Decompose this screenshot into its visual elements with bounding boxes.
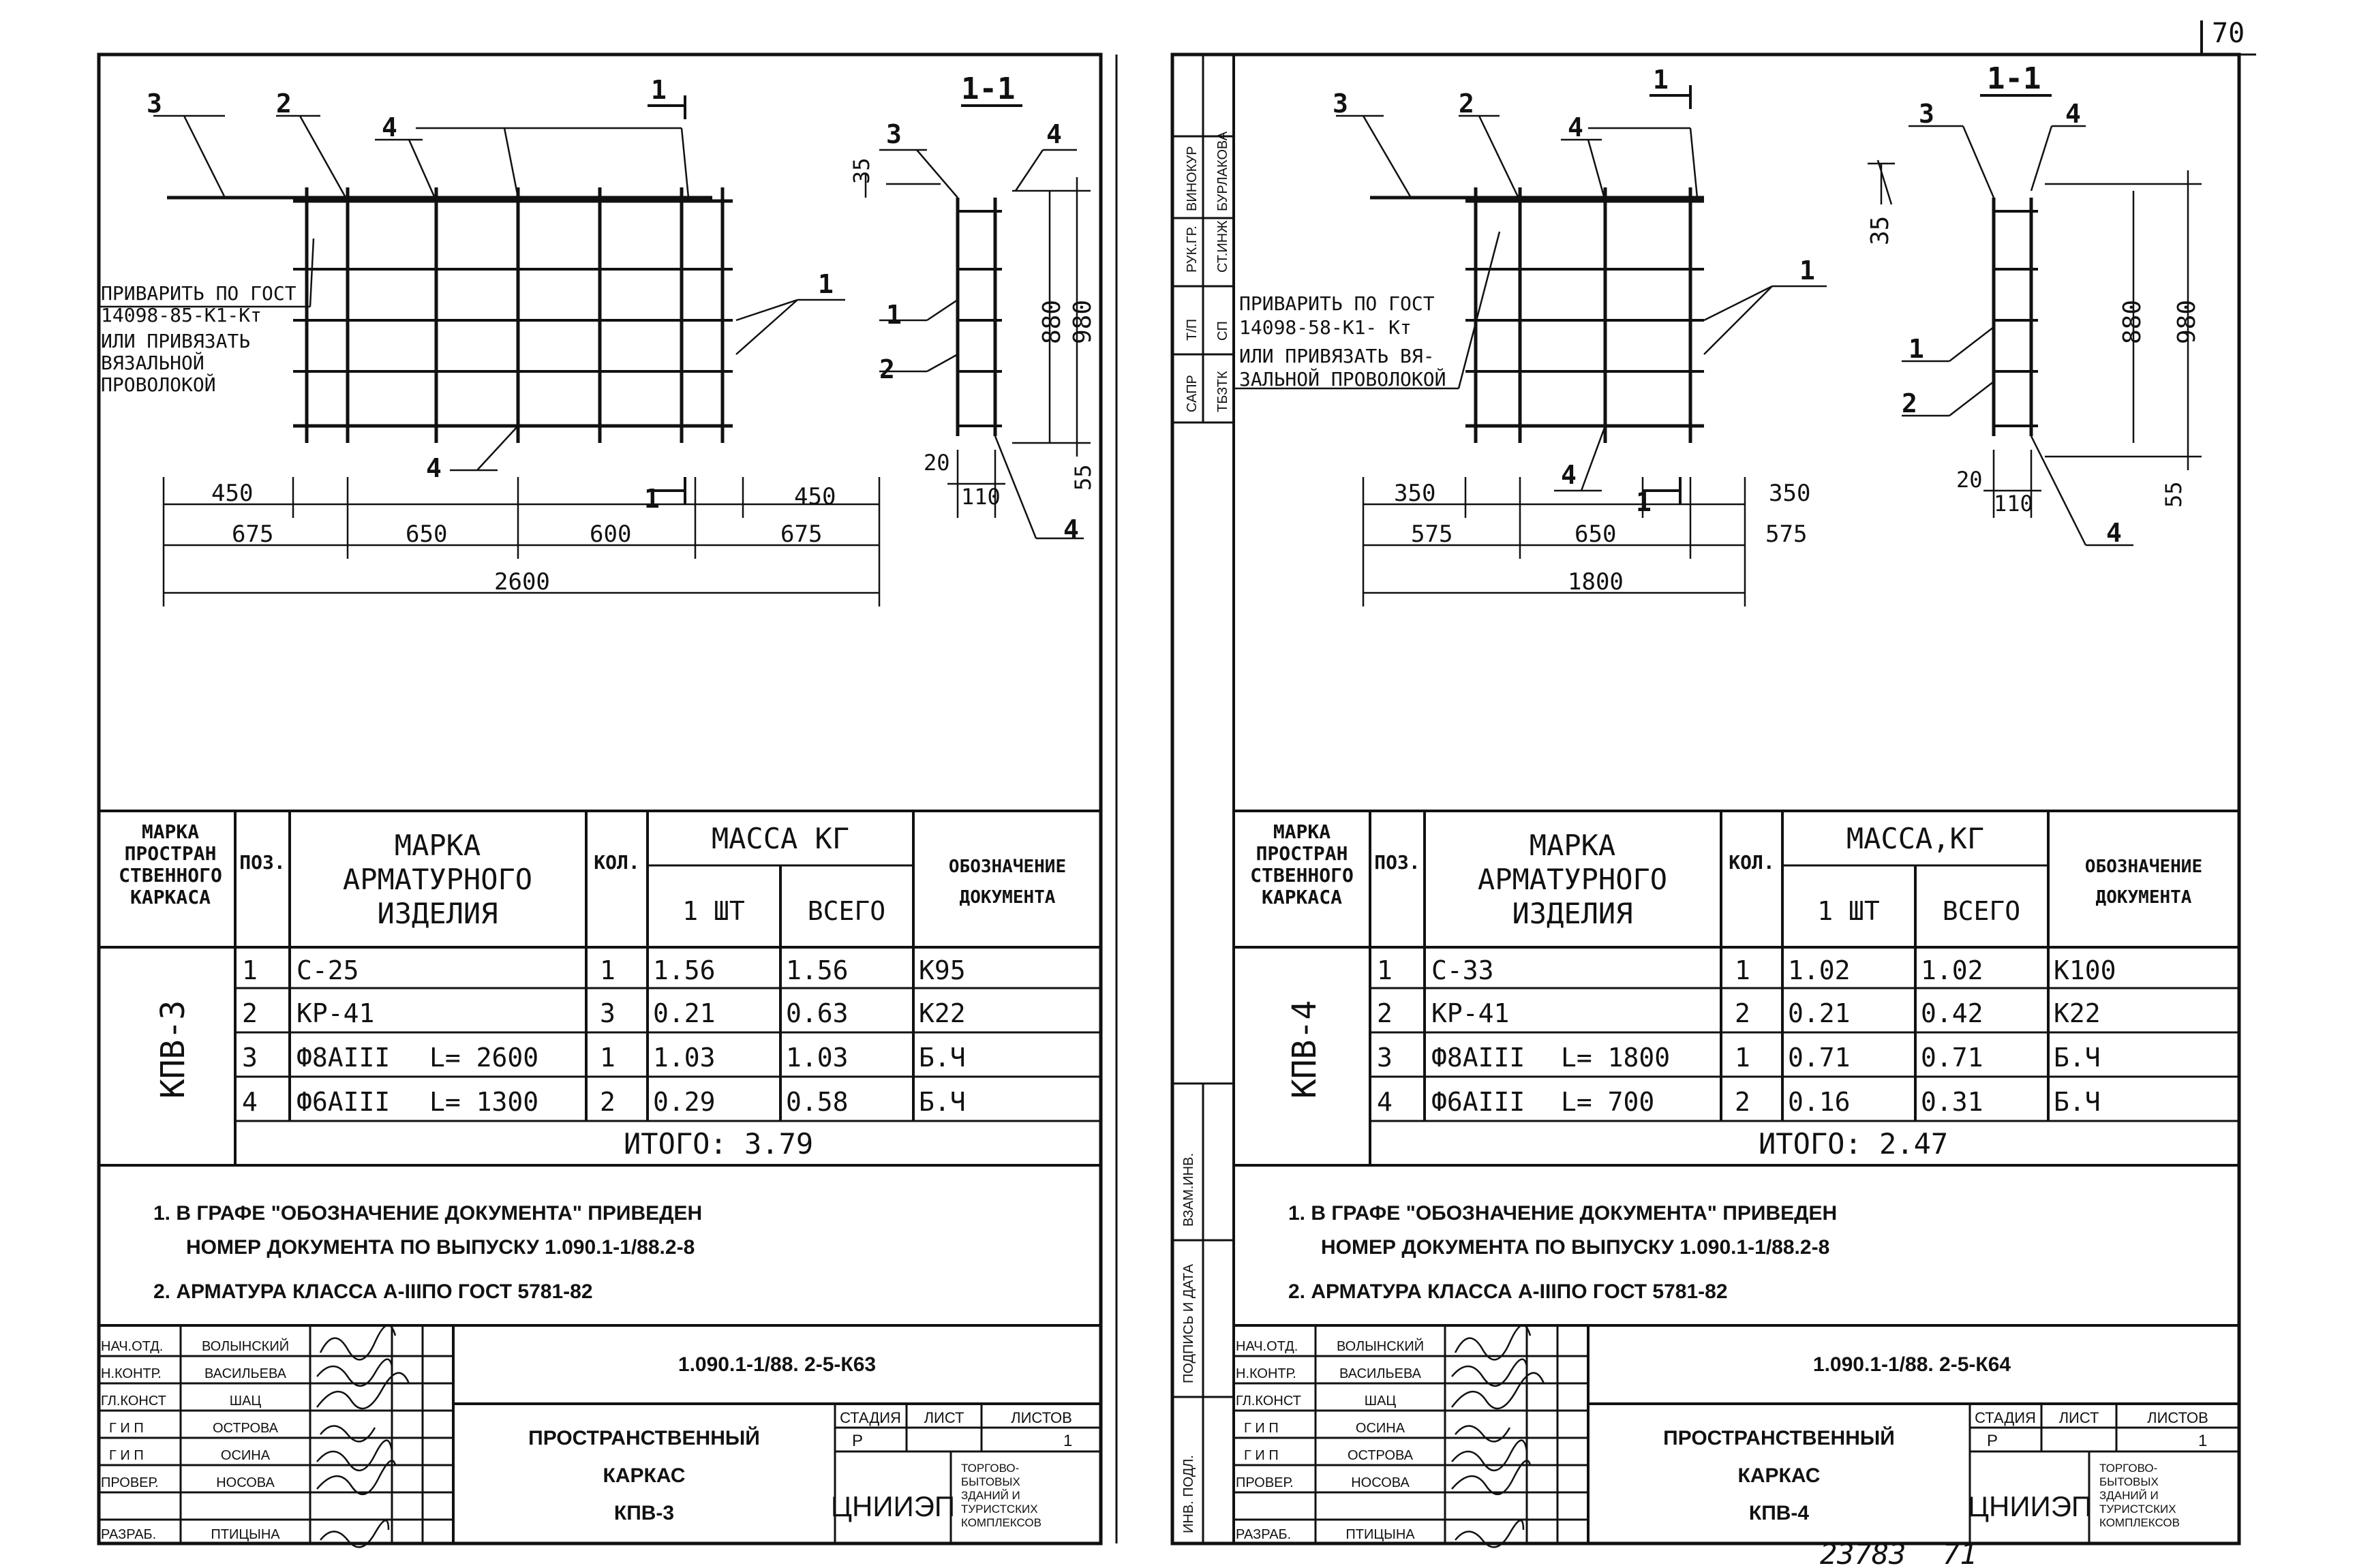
left-pos-4-top: 4 [382,112,397,142]
table-row-qty: 3 [600,998,615,1028]
right-th-item-3: ИЗДЕЛИЯ [1512,897,1633,930]
table-row-doc: К95 [919,955,966,985]
stamp-name: ПТИЦЫНА [211,1527,280,1542]
left-section-title: 1-1 [961,72,1016,106]
left-doc-code: 1.090.1-1/88. 2-5-К63 [678,1353,877,1376]
page-corner-number: 70 [2212,18,2245,49]
left-dim-650: 650 [406,521,448,548]
right-dim-880: 880 [2118,299,2146,344]
right-texts [1181,61,2208,1568]
left-th-pos: ПОЗ. [239,851,286,874]
right-th-mark-1: МАРКА [1273,820,1331,843]
right-table-rows [1377,955,2116,1117]
table-row-item: Ф6АIII [1431,1087,1525,1117]
stamp-name: ВАСИЛЬЕВА [204,1366,286,1381]
right-title-2: КАРКАС [1737,1464,1821,1487]
right-pos-4-top: 4 [1568,112,1583,142]
table-row-one: 0.16 [1788,1087,1851,1117]
table-row-all: 1.02 [1921,955,1983,985]
left-title-1: ПРОСТРАНСТВЕННЫЙ [528,1427,760,1449]
right-th-item-1: МАРКА [1529,829,1616,862]
table-row-item: С-25 [296,955,359,985]
stamp-role: ПРОВЕР. [1236,1475,1294,1490]
left-org-sub: ЗДАНИЙ И [961,1489,1020,1502]
right-org-sub: БЫТОВЫХ [2099,1475,2159,1488]
side-cell: Т/П [1185,318,1200,341]
right-pos-1: 1 [1799,256,1815,286]
left-sec-pos-2: 2 [879,354,895,384]
side-cell: ТБЗТК [1215,371,1230,412]
side-cell: БУРЛАКОВА [1215,131,1230,211]
right-th-pos: ПОЗ. [1374,851,1420,874]
left-stage: Р [852,1432,864,1450]
left-table-rows [242,955,966,1117]
right-weld-note-3: ИЛИ ПРИВЯЗАТЬ ВЯ- [1239,345,1435,367]
left-cut-top: 1 [651,75,667,105]
left-note-2: 2. АРМАТУРА КЛАССА А-IIIПО ГОСТ 5781-82 [153,1280,593,1303]
left-dim-110: 110 [961,484,1001,510]
table-row-one: 0.21 [653,998,716,1028]
left-dim-35: 35 [849,157,875,184]
right-note-2: 2. АРМАТУРА КЛАССА А-IIIПО ГОСТ 5781-82 [1288,1280,1728,1303]
right-org-sub: КОМПЛЕКСОВ [2099,1516,2180,1529]
right-pos-3: 3 [1333,89,1348,119]
left-dim-450b: 450 [794,483,836,510]
right-th-mark-4: КАРКАСА [1261,886,1343,908]
table-row-qty: 2 [600,1087,615,1117]
table-row-all: 0.58 [786,1087,849,1117]
table-row-qty: 1 [600,1043,615,1073]
left-table-total: ИТОГО: 3.79 [624,1127,814,1160]
table-row-pos: 2 [242,998,258,1028]
stamp-role: Г И П [109,1421,144,1436]
table-row-one: 1.03 [653,1043,716,1073]
left-sheet [99,55,1116,1547]
left-sec-pos-3: 3 [886,119,902,149]
left-th-item-1: МАРКА [394,829,481,862]
right-dim-110: 110 [1994,491,2033,517]
left-th-mark-2: ПРОСТРАН [124,842,217,865]
left-th-item-3: ИЗДЕЛИЯ [377,897,498,930]
bottom-number-right: 71 [1943,1537,1977,1568]
right-th-mark-2: ПРОСТРАН [1256,842,1348,865]
right-th-all: ВСЕГО [1942,896,2021,926]
side-cell: ВИНОКУР [1185,146,1200,211]
left-th-item-2: АРМАТУРНОГО [342,863,533,896]
stamp-role: НАЧ.ОТД. [1236,1339,1298,1354]
stamp-name: ШАЦ [1364,1394,1397,1409]
left-th-qty: КОЛ. [594,851,640,874]
right-th-mark-3: СТВЕННОГО [1250,864,1354,887]
table-row-qty: 2 [1735,1087,1750,1117]
right-section-title: 1-1 [1987,61,2041,96]
side-bind-cell: ВЗАМ.ИНВ. [1181,1152,1196,1227]
stamp-name: ОСТРОВА [1347,1448,1414,1463]
right-cut-top: 1 [1653,65,1669,95]
bottom-number-left: 23783 [1820,1537,1906,1568]
table-row-item: Ф6АIII [296,1087,391,1117]
stamp-role: Н.КОНТР. [1236,1366,1296,1381]
left-org-sub: ТОРГОВО- [961,1462,1020,1475]
side-bind-cell: ИНВ. ПОДЛ. [1181,1455,1196,1533]
table-row-all: 0.42 [1921,998,1983,1028]
right-frame-plan [1370,187,1704,443]
right-note-1b: НОМЕР ДОКУМЕНТА ПО ВЫПУСКУ 1.090.1-1/88.2-8 [1321,1236,1830,1259]
stamp-role: Г И П [1244,1421,1279,1436]
right-weld-note-4: ЗАЛЬНОЙ ПРОВОЛОКОЙ [1239,368,1446,390]
stamp-name: ВОЛЫНСКИЙ [1336,1339,1425,1354]
right-signatures [1452,1325,1544,1548]
stamp-role: НАЧ.ОТД. [101,1339,164,1354]
table-row-one: 0.29 [653,1087,716,1117]
table-row-all: 1.56 [786,955,849,985]
table-row-pos: 1 [242,955,258,985]
left-cut-bottom: 1 [644,484,660,514]
stamp-role: ПРОВЕР. [101,1475,159,1490]
side-cell: СТ.ИНЖ. [1215,216,1230,273]
left-pos-1: 1 [818,269,834,299]
left-weld-note-3: ИЛИ ПРИВЯЗАТЬ [101,330,251,352]
stamp-role: Г И П [109,1448,144,1463]
right-sheet-h: ЛИСТ [2058,1409,2099,1426]
right-dim-20: 20 [1956,467,1983,493]
left-pos-3: 3 [147,89,162,119]
stamp-role: РАЗРАБ. [101,1527,157,1542]
side-cell: РУК.ГР. [1185,226,1200,273]
table-row-qty: 1 [600,955,615,985]
left-dim-20: 20 [924,450,950,476]
left-th-all: ВСЕГО [807,896,886,926]
stamp-name: ПТИЦЫНА [1345,1527,1415,1542]
table-row-doc: К100 [2054,955,2116,985]
table-row-pos: 1 [1377,955,1393,985]
table-row-doc: Б.Ч [919,1087,966,1117]
right-org-sub: ТОРГОВО- [2099,1462,2158,1475]
table-row-pos: 4 [1377,1087,1393,1117]
right-weld-note-1: ПРИВАРИТЬ ПО ГОСТ [1239,292,1435,315]
table-row-doc: К22 [2054,998,2101,1028]
left-weld-note-5: ПРОВОЛОКОЙ [101,373,216,396]
side-cell: САПР [1185,375,1200,412]
stamp-role: Н.КОНТР. [101,1366,162,1381]
left-th-mark-3: СТВЕННОГО [119,864,222,887]
table-row-item: Ф8АIII [296,1043,391,1073]
table-row-one: 1.02 [1788,955,1851,985]
stamp-name: ОСИНА [1355,1421,1405,1436]
left-pos-2: 2 [276,89,292,119]
left-note-1b: НОМЕР ДОКУМЕНТА ПО ВЫПУСКУ 1.090.1-1/88.2-8 [186,1236,695,1259]
left-table-mark: КПВ-3 [154,1000,192,1099]
table-row-all: 0.31 [1921,1087,1983,1117]
left-dim-880: 880 [1038,299,1066,344]
left-note-1: 1. В ГРАФЕ "ОБОЗНАЧЕНИЕ ДОКУМЕНТА" ПРИВЕДЕН [153,1202,703,1225]
right-stage-h: СТАДИЯ [1975,1409,2036,1426]
left-th-doc-1: ОБОЗНАЧЕНИЕ [948,857,1067,877]
left-org: ЦНИИЭП [830,1490,956,1522]
stamp-name: ОСИНА [220,1448,271,1463]
right-sheets: 1 [2198,1432,2208,1450]
right-pos-2: 2 [1459,89,1474,119]
left-sec-pos-1: 1 [886,300,902,330]
table-row-length: L= 1300 [429,1087,539,1117]
table-row-all: 1.03 [786,1043,849,1073]
left-th-mark-4: КАРКАСА [130,886,211,908]
right-table-mark: КПВ-4 [1286,1000,1324,1099]
right-th-doc-1: ОБОЗНАЧЕНИЕ [2084,857,2203,877]
left-dim-55: 55 [1070,464,1096,491]
table-row-pos: 4 [242,1087,258,1117]
left-weld-note-4: ВЯЗАЛЬНОЙ [101,352,204,374]
left-weld-note-2: 14098-85-К1-Кт [101,304,262,326]
left-sheet-h: ЛИСТ [924,1409,964,1426]
right-org: ЦНИИЭП [1967,1490,2093,1522]
left-sec-pos-4: 4 [1046,119,1062,149]
right-sec-pos-1: 1 [1909,334,1924,364]
stamp-role: Г И П [1244,1448,1279,1463]
stamp-role: РАЗРАБ. [1236,1527,1292,1542]
right-th-qty: КОЛ. [1729,851,1775,874]
left-title-2: КАРКАС [603,1464,686,1487]
table-row-length: L= 700 [1561,1087,1655,1117]
right-title-3: КПВ-4 [1748,1502,1810,1524]
table-row-length: L= 1800 [1561,1043,1671,1073]
left-th-mass: МАССА КГ [711,822,850,855]
table-row-pos: 3 [242,1043,258,1073]
left-dim-980: 980 [1069,299,1097,344]
right-section-1-1 [1868,95,2202,545]
table-row-pos: 3 [1377,1043,1393,1073]
left-th-doc-2: ДОКУМЕНТА [959,887,1056,908]
right-sec-pos-4b: 4 [2106,518,2122,548]
left-dim-600: 600 [590,521,632,548]
left-dim-2600: 2600 [494,568,550,596]
stamp-name: ВОЛЫНСКИЙ [201,1339,290,1354]
right-dim-575b: 575 [1765,521,1808,548]
right-org-sub: ЗДАНИЙ И [2099,1489,2159,1502]
right-dim-650: 650 [1575,521,1617,548]
left-sheets: 1 [1063,1432,1073,1450]
left-sec-pos-4b: 4 [1063,514,1079,544]
right-th-doc-2: ДОКУМЕНТА [2095,887,2192,908]
left-weld-note-1: ПРИВАРИТЬ ПО ГОСТ [101,282,296,305]
left-dim-675b: 675 [780,521,823,548]
left-th-mark-1: МАРКА [141,820,200,843]
left-stage-h: СТАДИЯ [840,1409,901,1426]
left-sheets-h: ЛИСТОВ [1011,1409,1072,1426]
right-title-1: ПРОСТРАНСТВЕННЫЙ [1663,1427,1895,1449]
table-row-doc: Б.Ч [2054,1043,2101,1073]
table-row-one: 0.71 [1788,1043,1851,1073]
right-sec-pos-2: 2 [1902,388,1917,418]
right-dim-575a: 575 [1411,521,1453,548]
table-row-doc: Б.Ч [919,1043,966,1073]
stamp-role: ГЛ.КОНСТ [101,1394,166,1409]
stamp-name: НОСОВА [216,1475,275,1490]
table-row-all: 0.63 [786,998,849,1028]
table-row-item: КР-41 [296,998,375,1028]
stamp-name: НОСОВА [1351,1475,1410,1490]
right-stage: Р [1987,1432,1998,1450]
right-table-total: ИТОГО: 2.47 [1759,1127,1949,1160]
right-weld-note-2: 14098-58-К1- Кт [1239,316,1412,339]
right-dim-980: 980 [2173,299,2201,344]
left-signatures [317,1325,409,1548]
table-row-qty: 1 [1735,955,1750,985]
right-dim-350a: 350 [1394,480,1436,507]
table-row-item: С-33 [1431,955,1494,985]
table-row-item: Ф8АIII [1431,1043,1525,1073]
left-org-sub: КОМПЛЕКСОВ [961,1516,1041,1529]
right-cut-bottom: 1 [1636,487,1652,517]
right-dim-55: 55 [2161,481,2187,508]
right-th-mass: МАССА,КГ [1846,822,1985,855]
left-title-3: КПВ-3 [613,1502,675,1524]
left-th-one: 1 ШТ [682,896,745,926]
table-row-doc: К22 [919,998,966,1028]
left-org-sub: ТУРИСТСКИХ [961,1503,1038,1516]
right-sheet [1172,20,2256,1547]
table-row-qty: 2 [1735,998,1750,1028]
right-sec-pos-4: 4 [2065,99,2081,129]
stamp-name: ВАСИЛЬЕВА [1339,1366,1421,1381]
right-sheets-h: ЛИСТОВ [2147,1409,2208,1426]
right-pos-4-bottom: 4 [1561,460,1577,490]
stamp-name: ОСТРОВА [212,1421,279,1436]
right-sec-pos-3: 3 [1919,99,1934,129]
stamp-name: ШАЦ [229,1394,262,1409]
side-bind-cell: ПОДПИСЬ И ДАТА [1181,1263,1196,1383]
table-row-item: КР-41 [1431,998,1510,1028]
table-row-length: L= 2600 [429,1043,539,1073]
right-note-1: 1. В ГРАФЕ "ОБОЗНАЧЕНИЕ ДОКУМЕНТА" ПРИВЕДЕН [1288,1202,1838,1225]
left-dim-675a: 675 [232,521,274,548]
right-doc-code: 1.090.1-1/88. 2-5-К64 [1812,1353,2011,1376]
right-dim-1800: 1800 [1568,568,1624,596]
table-row-all: 0.71 [1921,1043,1983,1073]
right-dim-35: 35 [1866,215,1894,245]
right-th-item-2: АРМАТУРНОГО [1477,863,1668,896]
table-row-doc: Б.Ч [2054,1087,2101,1117]
side-cell: СП [1215,321,1230,341]
right-dim-350b: 350 [1769,480,1811,507]
table-row-qty: 1 [1735,1043,1750,1073]
right-th-one: 1 ШТ [1817,896,1880,926]
table-row-one: 1.56 [653,955,716,985]
right-org-sub: ТУРИСТСКИХ [2099,1503,2176,1516]
stamp-role: ГЛ.КОНСТ [1236,1394,1301,1409]
table-row-pos: 2 [1377,998,1393,1028]
table-row-one: 0.21 [1788,998,1851,1028]
left-org-sub: БЫТОВЫХ [961,1475,1020,1488]
left-pos-4-bottom: 4 [426,453,442,483]
left-dim-450a: 450 [211,480,254,507]
